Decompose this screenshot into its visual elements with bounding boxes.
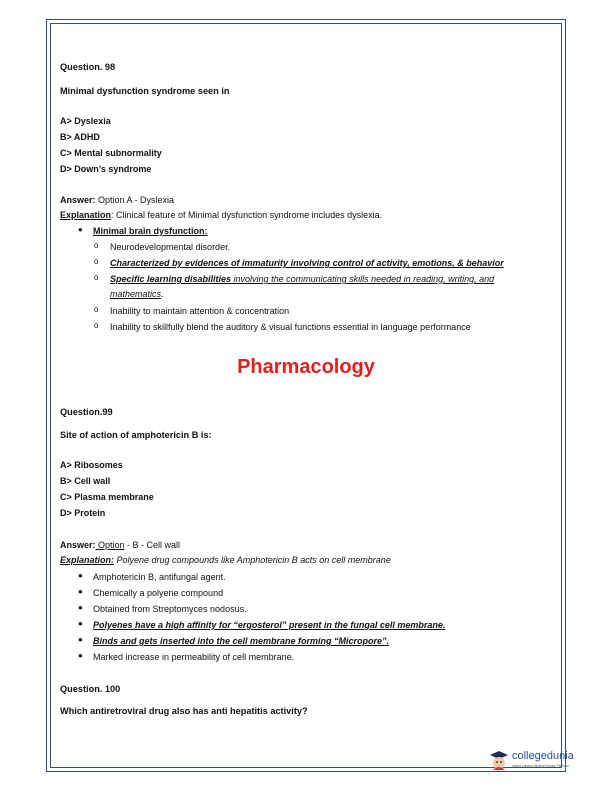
sub-bullet-circle: o bbox=[94, 273, 99, 282]
explanation-label: Explanation bbox=[60, 210, 112, 220]
q98-bullet-heading: Minimal brain dysfunction: bbox=[93, 226, 208, 236]
answer-value: - B - Cell wall bbox=[124, 540, 181, 550]
q99-bullet-5: Binds and gets inserted into the cell membrane forming “Micropore”. bbox=[93, 636, 390, 646]
explanation-text: : Clinical feature of Minimal dysfunction syndrome includes dyslexia. bbox=[111, 210, 383, 220]
question-100-title: Question. 100 bbox=[60, 684, 121, 694]
q99-option-d: D> Protein bbox=[60, 508, 106, 518]
subpoint-3-period: . bbox=[161, 289, 164, 299]
q98-subpoint-3 bbox=[110, 274, 494, 284]
subpoint-3-rest: involving the communicating skills needed in reading, writing, and bbox=[231, 274, 495, 284]
q98-subpoint-5: Inability to skillfully blend the auditory & visual functions essential in language performance bbox=[110, 322, 471, 332]
answer-label: Answer: bbox=[60, 195, 96, 205]
q98-explanation bbox=[60, 210, 382, 220]
q98-subpoint-3-cont bbox=[110, 289, 164, 299]
q99-answer bbox=[60, 540, 180, 550]
q99-bullet-1: Amphotericin B, antifungal agent. bbox=[93, 572, 226, 582]
question-99-title: Question.99 bbox=[60, 407, 113, 417]
subpoint-3-word: mathematics bbox=[110, 289, 162, 299]
graduate-mascot-icon bbox=[488, 748, 510, 772]
question-98-title: Question. 98 bbox=[60, 62, 116, 72]
sub-bullet-circle: o bbox=[94, 321, 99, 330]
question-100-text: Which antiretroviral drug also has anti hepatitis activity? bbox=[60, 706, 308, 716]
subpoint-3-bold: Specific learning disabilities bbox=[110, 274, 232, 284]
q98-subpoint-1: Neurodevelopmental disorder. bbox=[110, 242, 231, 252]
q99-bullet-4: Polyenes have a high affinity for “ergosterol” present in the fungal cell membrane. bbox=[93, 620, 446, 630]
q99-bullet-6: Marked increase in permeability of cell membrane. bbox=[93, 652, 295, 662]
bullet-dot: ● bbox=[78, 651, 83, 660]
q99-explanation bbox=[60, 555, 391, 565]
bullet-dot: ● bbox=[78, 571, 83, 580]
q98-option-d: D> Down’s syndrome bbox=[60, 164, 152, 174]
q99-option-b: B> Cell wall bbox=[60, 476, 111, 486]
q98-option-c: C> Mental subnormality bbox=[60, 148, 162, 158]
q98-option-b: B> ADHD bbox=[60, 132, 100, 142]
q98-answer bbox=[60, 195, 174, 205]
q99-option-a: A> Ribosomes bbox=[60, 460, 123, 470]
sub-bullet-circle: o bbox=[94, 257, 99, 266]
answer-option-word: Option bbox=[95, 540, 125, 550]
explanation-text: Polyene drug compounds like Amphotericin B acts on cell membrane bbox=[114, 555, 391, 565]
explanation-label: Explanation: bbox=[60, 555, 115, 565]
bullet-dot: ● bbox=[78, 619, 83, 628]
sub-bullet-circle: o bbox=[94, 305, 99, 314]
bullet-dot: ● bbox=[78, 225, 83, 234]
q99-bullet-3: Obtained from Streptomyces nodosus. bbox=[93, 604, 247, 614]
q98-subpoint-4: Inability to maintain attention & concentration bbox=[110, 306, 290, 316]
question-98-text: Minimal dysfunction syndrome seen in bbox=[60, 86, 230, 96]
section-title: Pharmacology bbox=[237, 356, 375, 378]
answer-label: Answer: bbox=[60, 540, 96, 550]
logo-tagline: India's Largest Student Review Platform bbox=[512, 764, 569, 768]
sub-bullet-circle: o bbox=[94, 241, 99, 250]
q99-bullet-2: Chemically a polyene compound bbox=[93, 588, 224, 598]
q98-subpoint-2: Characterized by evidences of immaturity involving control of activity, emotions, & behavior bbox=[110, 258, 504, 268]
collegedunia-logo bbox=[488, 748, 588, 776]
q99-option-c: C> Plasma membrane bbox=[60, 492, 154, 502]
q98-option-a: A> Dyslexia bbox=[60, 116, 111, 126]
bullet-dot: ● bbox=[78, 587, 83, 596]
question-99-text: Site of action of amphotericin B is: bbox=[60, 430, 212, 440]
bullet-dot: ● bbox=[78, 635, 83, 644]
logo-brand-text: collegedunia bbox=[512, 750, 574, 762]
answer-value: Option A - Dyslexia bbox=[95, 195, 175, 205]
bullet-dot: ● bbox=[78, 603, 83, 612]
